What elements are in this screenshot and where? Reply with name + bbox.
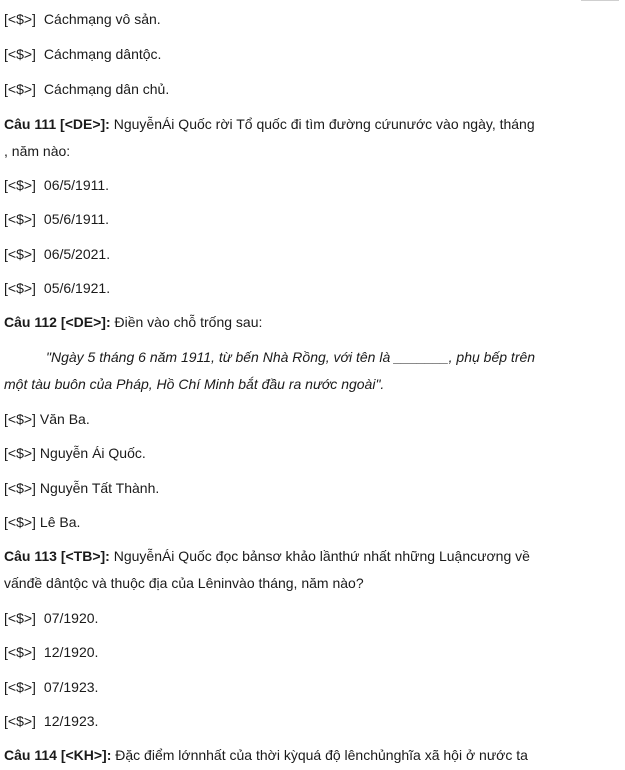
quote-line [46, 348, 535, 366]
option-text: 05/6/1911. [43, 211, 110, 227]
option-text: 05/6/1921. [43, 280, 111, 296]
option-line [4, 643, 98, 661]
option-tag: [<$>] [4, 610, 36, 626]
question-113-continued [4, 574, 364, 592]
option-tag: [<$>] [4, 246, 36, 262]
option-text: 12/1920. [43, 644, 99, 660]
question-text: NguyễnÁi Quốc rời Tổ quốc đi tìm đường cứunước vào ngày, tháng [113, 116, 535, 132]
option-line [4, 80, 169, 98]
option-line [4, 176, 109, 194]
option-text: Cáchmạng dântộc. [43, 46, 162, 62]
option-line [4, 513, 80, 531]
option-line [4, 609, 98, 627]
option-tag: [<$>] [4, 211, 36, 227]
question-text: Đặc điểm lớnnhất của thời kỳquá độ lênchủnghĩa xã hội ở nước ta [115, 747, 528, 763]
option-tag: [<$>] [4, 480, 36, 496]
option-text: Cáchmạng dân chủ. [43, 81, 170, 97]
option-text: 07/1923. [43, 679, 99, 695]
option-tag: [<$>] [4, 46, 36, 62]
option-text: 07/1920. [43, 610, 99, 626]
option-tag: [<$>] [4, 81, 36, 97]
option-tag: [<$>] [4, 644, 36, 660]
quote-line [4, 375, 384, 393]
option-tag: [<$>] [4, 280, 36, 296]
question-text: Điền vào chỗ trống sau: [114, 314, 263, 330]
question-text: NguyễnÁi Quốc đọc bảnsơ khảo lầnthứ nhất những Luậncương về [113, 548, 530, 564]
option-line [4, 479, 159, 497]
question-111-continued [4, 142, 70, 160]
option-text: 12/1923. [43, 713, 99, 729]
question-113 [4, 547, 530, 565]
question-text: vấnđề dântộc và thuộc địa của Lêninvào tháng, năm nào? [4, 575, 364, 591]
question-111 [4, 115, 535, 133]
quote-text: "Ngày 5 tháng 6 năm 1911, từ bến Nhà Rồng, với tên là _______, phụ bếp trên [46, 349, 536, 365]
option-text: Cáchmạng vô sản. [43, 11, 161, 27]
option-line [4, 279, 110, 297]
option-line [4, 45, 161, 63]
option-line [4, 712, 98, 730]
option-text: 06/5/2021. [43, 246, 111, 262]
top-divider [581, 0, 619, 1]
option-tag: [<$>] [4, 445, 36, 461]
option-tag: [<$>] [4, 177, 36, 193]
option-text: Văn Ba. [39, 411, 90, 427]
option-tag: [<$>] [4, 713, 36, 729]
question-label: Câu 113 [<TB>]: [4, 548, 110, 564]
option-tag: [<$>] [4, 411, 36, 427]
option-line [4, 410, 90, 428]
question-label: Câu 114 [<KH>]: [4, 747, 112, 763]
quote-text: một tàu buôn của Pháp, Hồ Chí Minh bắt đầu ra nước ngoài". [4, 376, 385, 392]
option-line [4, 245, 110, 263]
option-line [4, 444, 146, 462]
option-line [4, 678, 98, 696]
option-tag: [<$>] [4, 514, 36, 530]
question-112 [4, 313, 262, 331]
option-text: Nguyễn Tất Thành. [39, 480, 160, 496]
question-label: Câu 111 [<DE>]: [4, 116, 110, 132]
option-line [4, 10, 161, 28]
question-text: , năm nào: [4, 143, 71, 159]
option-text: 06/5/1911. [43, 177, 110, 193]
option-tag: [<$>] [4, 11, 36, 27]
question-114 [4, 746, 528, 764]
option-text: Lê Ba. [39, 514, 81, 530]
option-text: Nguyễn Ái Quốc. [39, 445, 146, 461]
option-tag: [<$>] [4, 679, 36, 695]
option-line [4, 210, 109, 228]
question-label: Câu 112 [<DE>]: [4, 314, 111, 330]
